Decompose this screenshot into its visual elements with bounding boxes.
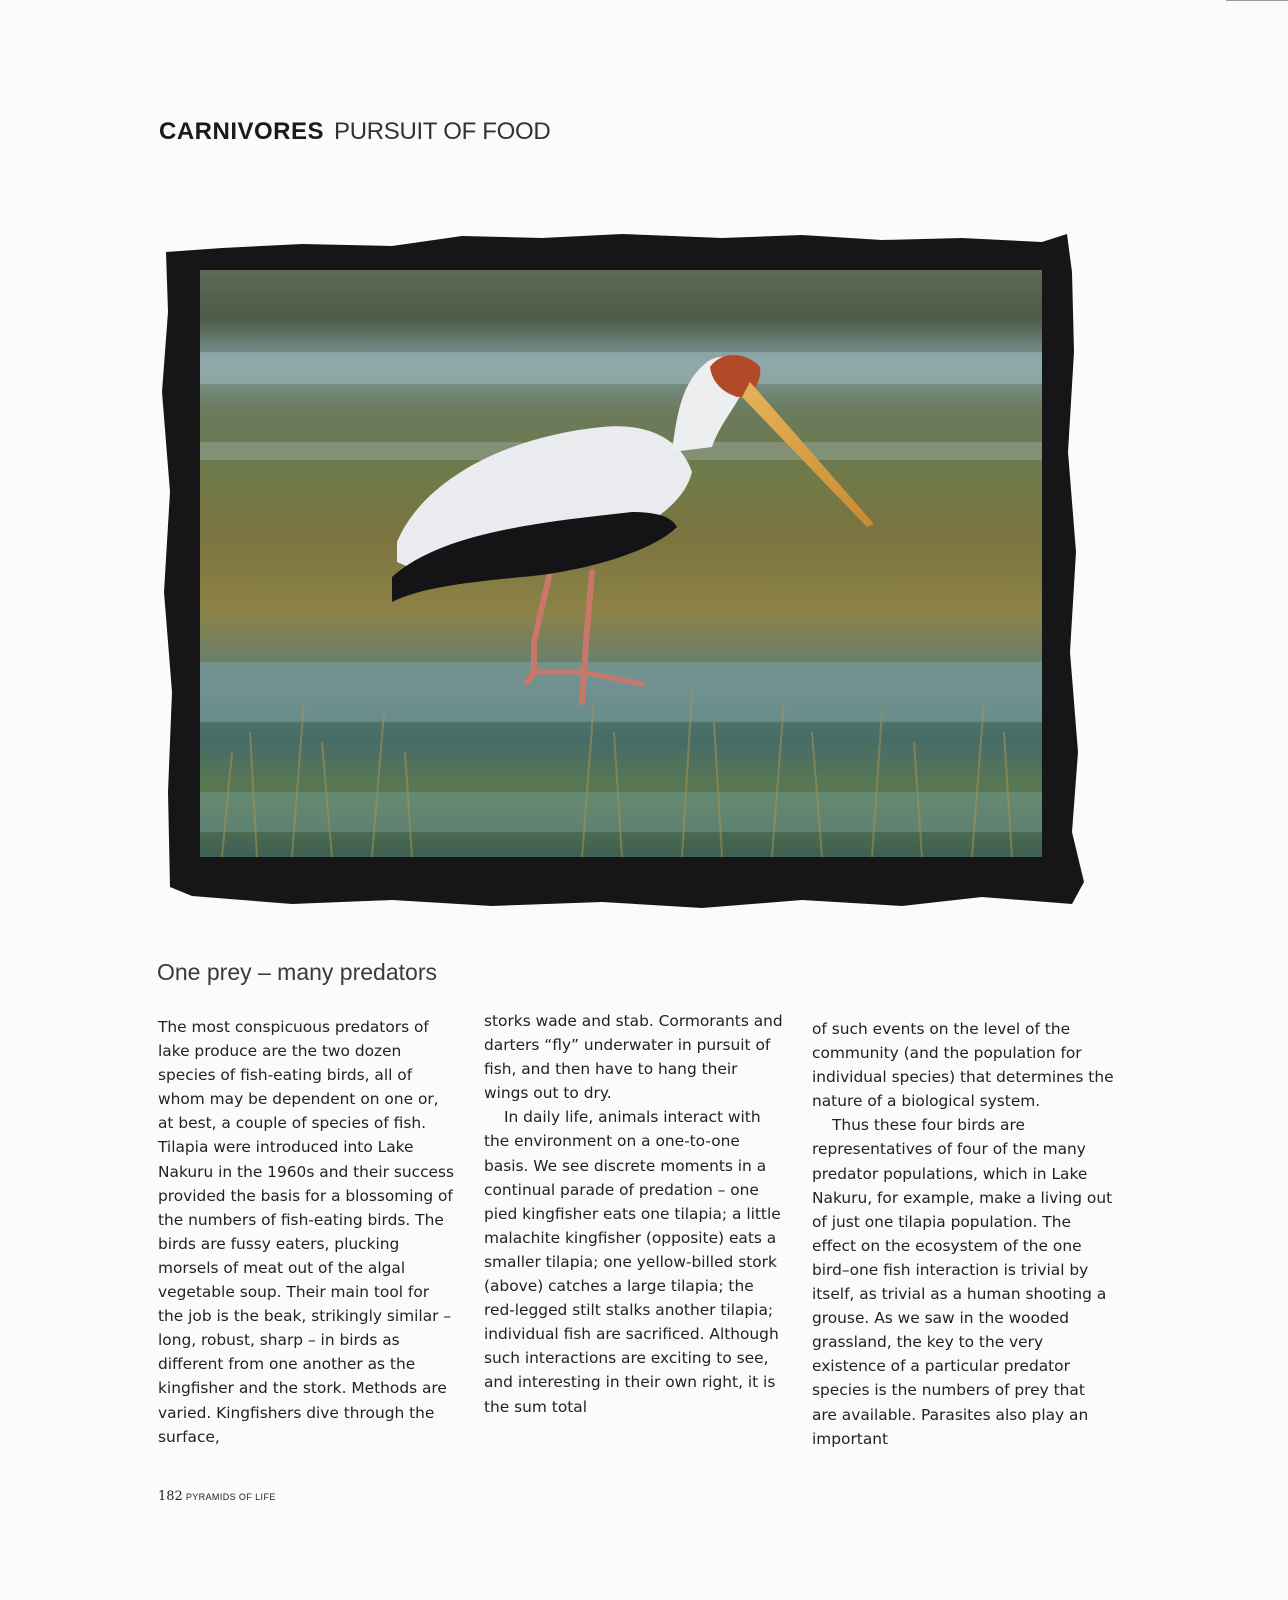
article-subhead: One prey – many predators (157, 959, 437, 985)
text-column-3 (812, 1017, 1114, 1451)
page-number: 182 (158, 1489, 183, 1504)
section-topic: PURSUIT OF FOOD (334, 118, 551, 145)
column-2-paragraph-2: In daily life, animals interact with the environment on a one-to-one basis. We see discrete moments in a continual parade of predation – one pied kingfisher eats one tilapia; a little malachite kingfisher (opposite) eats a smaller tilapia; one yellow-billed stork (above) catches a large tilapia; the red-legged stilt stalks another tilapia; individual fish are sacrificed. Although such interactions are exciting to see, and interesting in their own right, it is the sum total (484, 1108, 781, 1416)
section-label: CARNIVORES (159, 118, 325, 145)
text-column-1 (158, 1015, 458, 1449)
column-3-paragraph-1: of such events on the level of the community (and the population for individual species) that determines the nature of a biological system. (812, 1020, 1114, 1111)
stork-photo-illustration (162, 232, 1096, 917)
page-footer (158, 1489, 276, 1504)
column-3-paragraph-2: Thus these four birds are representatives of four of the many predator populations, which in Lake Nakuru, for example, make a living out of just one tilapia population. The effect on the ecosystem of the one bird–one fish interaction is trivial by itself, as trivial as a human shooting a grouse. As we saw in the wooded grassland, the key to the very existence of a particular predator species is the numbers of prey that are available. Parasites also play an important (812, 1116, 1113, 1448)
column-1-paragraph-1: The most conspicuous predators of lake produce are the two dozen species of fish-eating birds, all of whom may be dependent on one or, at best, a couple of species of fish. Tilapia were introduced into Lake Nakuru in the 1960s and their success provided the basis for a blossoming of the numbers of fish-eating birds. The birds are fussy eaters, plucking morsels of meat out of the algal vegetable soup. Their main tool for the job is the beak, strikingly similar – long, robust, sharp – in birds as different from one another as the kingfisher and the stork. Methods are varied. Kingfishers dive through the surface, (158, 1018, 455, 1446)
text-column-2 (484, 1009, 784, 1419)
page-edge-rule (1226, 0, 1288, 1)
column-2-paragraph-1: storks wade and stab. Cormorants and darters “fly” underwater in pursuit of fish, and then have to hang their wings out to dry. (484, 1012, 783, 1103)
stork-photo (162, 232, 1096, 917)
running-title: PYRAMIDS OF LIFE (185, 1492, 276, 1502)
section-header (159, 118, 550, 146)
